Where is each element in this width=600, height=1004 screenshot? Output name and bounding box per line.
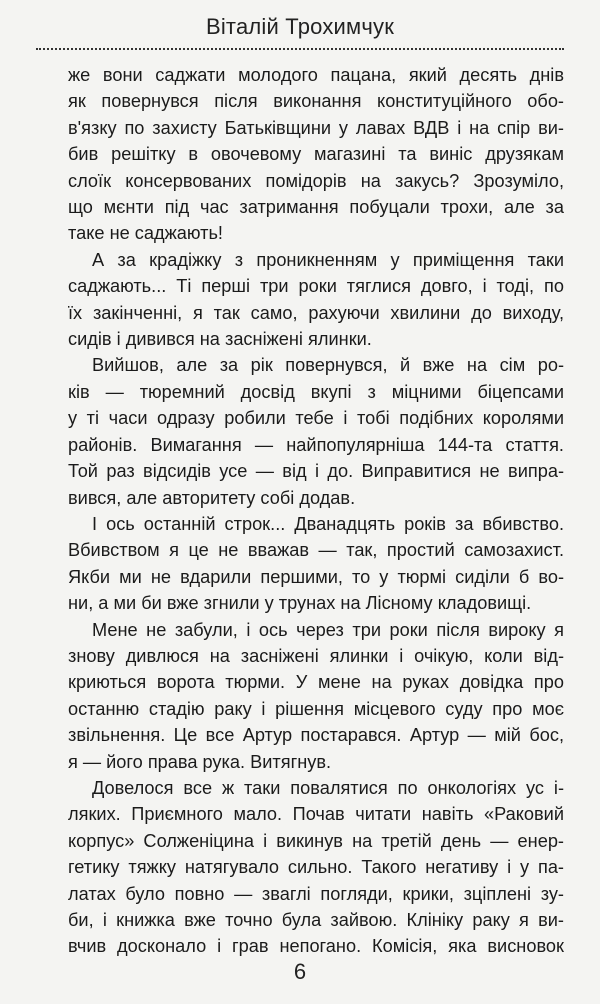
text-line: корпус» Солженіцина і викинув на третій день — енер- — [68, 830, 564, 851]
page-number: 6 — [293, 959, 307, 984]
text-line: звільнення. Це все Артур постарався. Артур — мій бос, — [68, 725, 564, 746]
text-line: вчив досконало і грав непогано. Комісія, яка висновок — [68, 936, 564, 957]
text-line: слоїк консервованих помідорів на закусь? Зрозуміло, — [68, 170, 564, 191]
text-line: районів. Вимагання — найпопулярніша 144-та стаття. — [68, 434, 564, 455]
text-line: ляких. Приємного мало. Почав читати навіть «Раковий — [68, 804, 564, 825]
text-line: латах було повно — зваглі погляди, крики, зціплені зу- — [68, 883, 564, 904]
text-line: вився, але авторитету собі додав. — [68, 487, 356, 508]
text-line: останню стадію раку і рішення місцевого суду про моє — [68, 698, 564, 719]
text-line: криються ворота тюрми. У мене на руках довідка про — [68, 672, 564, 693]
text-line: як повернувся після виконання конституційного обо- — [68, 91, 564, 112]
text-line: саджають... Ті перші три роки тяглися довго, і тоді, по — [68, 276, 564, 297]
text-line: Якби ми не вдарили першими, то у тюрмі сиділи б во- — [68, 566, 564, 587]
text-line: Довелося все ж таки повалятися по онкологіях ус і- — [92, 777, 564, 798]
body-text — [68, 62, 564, 960]
text-line: сидів і дивився на засніжені ялинки. — [68, 329, 372, 350]
text-line: у ті часи одразу робили тебе і тобі подібних королями — [68, 408, 564, 429]
text-line: Вбивством я це не вважав — так, простий самозахист. — [68, 540, 564, 561]
text-line: бив решітку в овочевому магазині та виніс друзякам — [68, 144, 564, 165]
text-line: їх закінченні, я так само, рахуючи хвилини до виходу, — [68, 302, 564, 323]
running-head-author: Віталій Трохимчук — [205, 14, 395, 39]
text-line: І ось останній строк... Дванадцять років за вбивство. — [92, 513, 564, 534]
text-line: би, і книжка вже точно була зайвою. Клініку раку я ви- — [68, 910, 564, 930]
text-line: я — його права рука. Витягнув. — [68, 751, 332, 772]
text-line: Мене не забули, і ось через три роки після вироку я — [92, 619, 564, 640]
text-line: що мєнти під час затримання побуцали трохи, але за — [68, 197, 564, 218]
text-line: ків — тюремний досвід вкупі з міцними біцепсами — [68, 381, 564, 402]
header-dotted-rule — [36, 48, 564, 50]
text-line: гетику тяжку натягувало сильно. Такого негативу і у па- — [68, 857, 564, 878]
text-line: Вийшов, але за рік повернувся, й вже на сім ро- — [92, 355, 564, 376]
text-line: ни, а ми би вже згнили у трунах на Лісному кладовищі. — [68, 593, 532, 614]
text-line: А за крадіжку з проникненням у приміщення таки — [92, 249, 564, 270]
text-line: Той раз відсидів усе — від і до. Виправитися не випра- — [68, 461, 564, 482]
text-line: в'язку по захисту Батьківщини у лавах ВДВ і на спір ви- — [68, 117, 564, 138]
text-line: же вони саджати молодого пацана, який десять днів — [68, 65, 564, 85]
text-line: знову дивлюся на засніжені ялинки і очікую, коли від- — [68, 645, 564, 666]
text-line: таке не саджають! — [68, 223, 223, 244]
